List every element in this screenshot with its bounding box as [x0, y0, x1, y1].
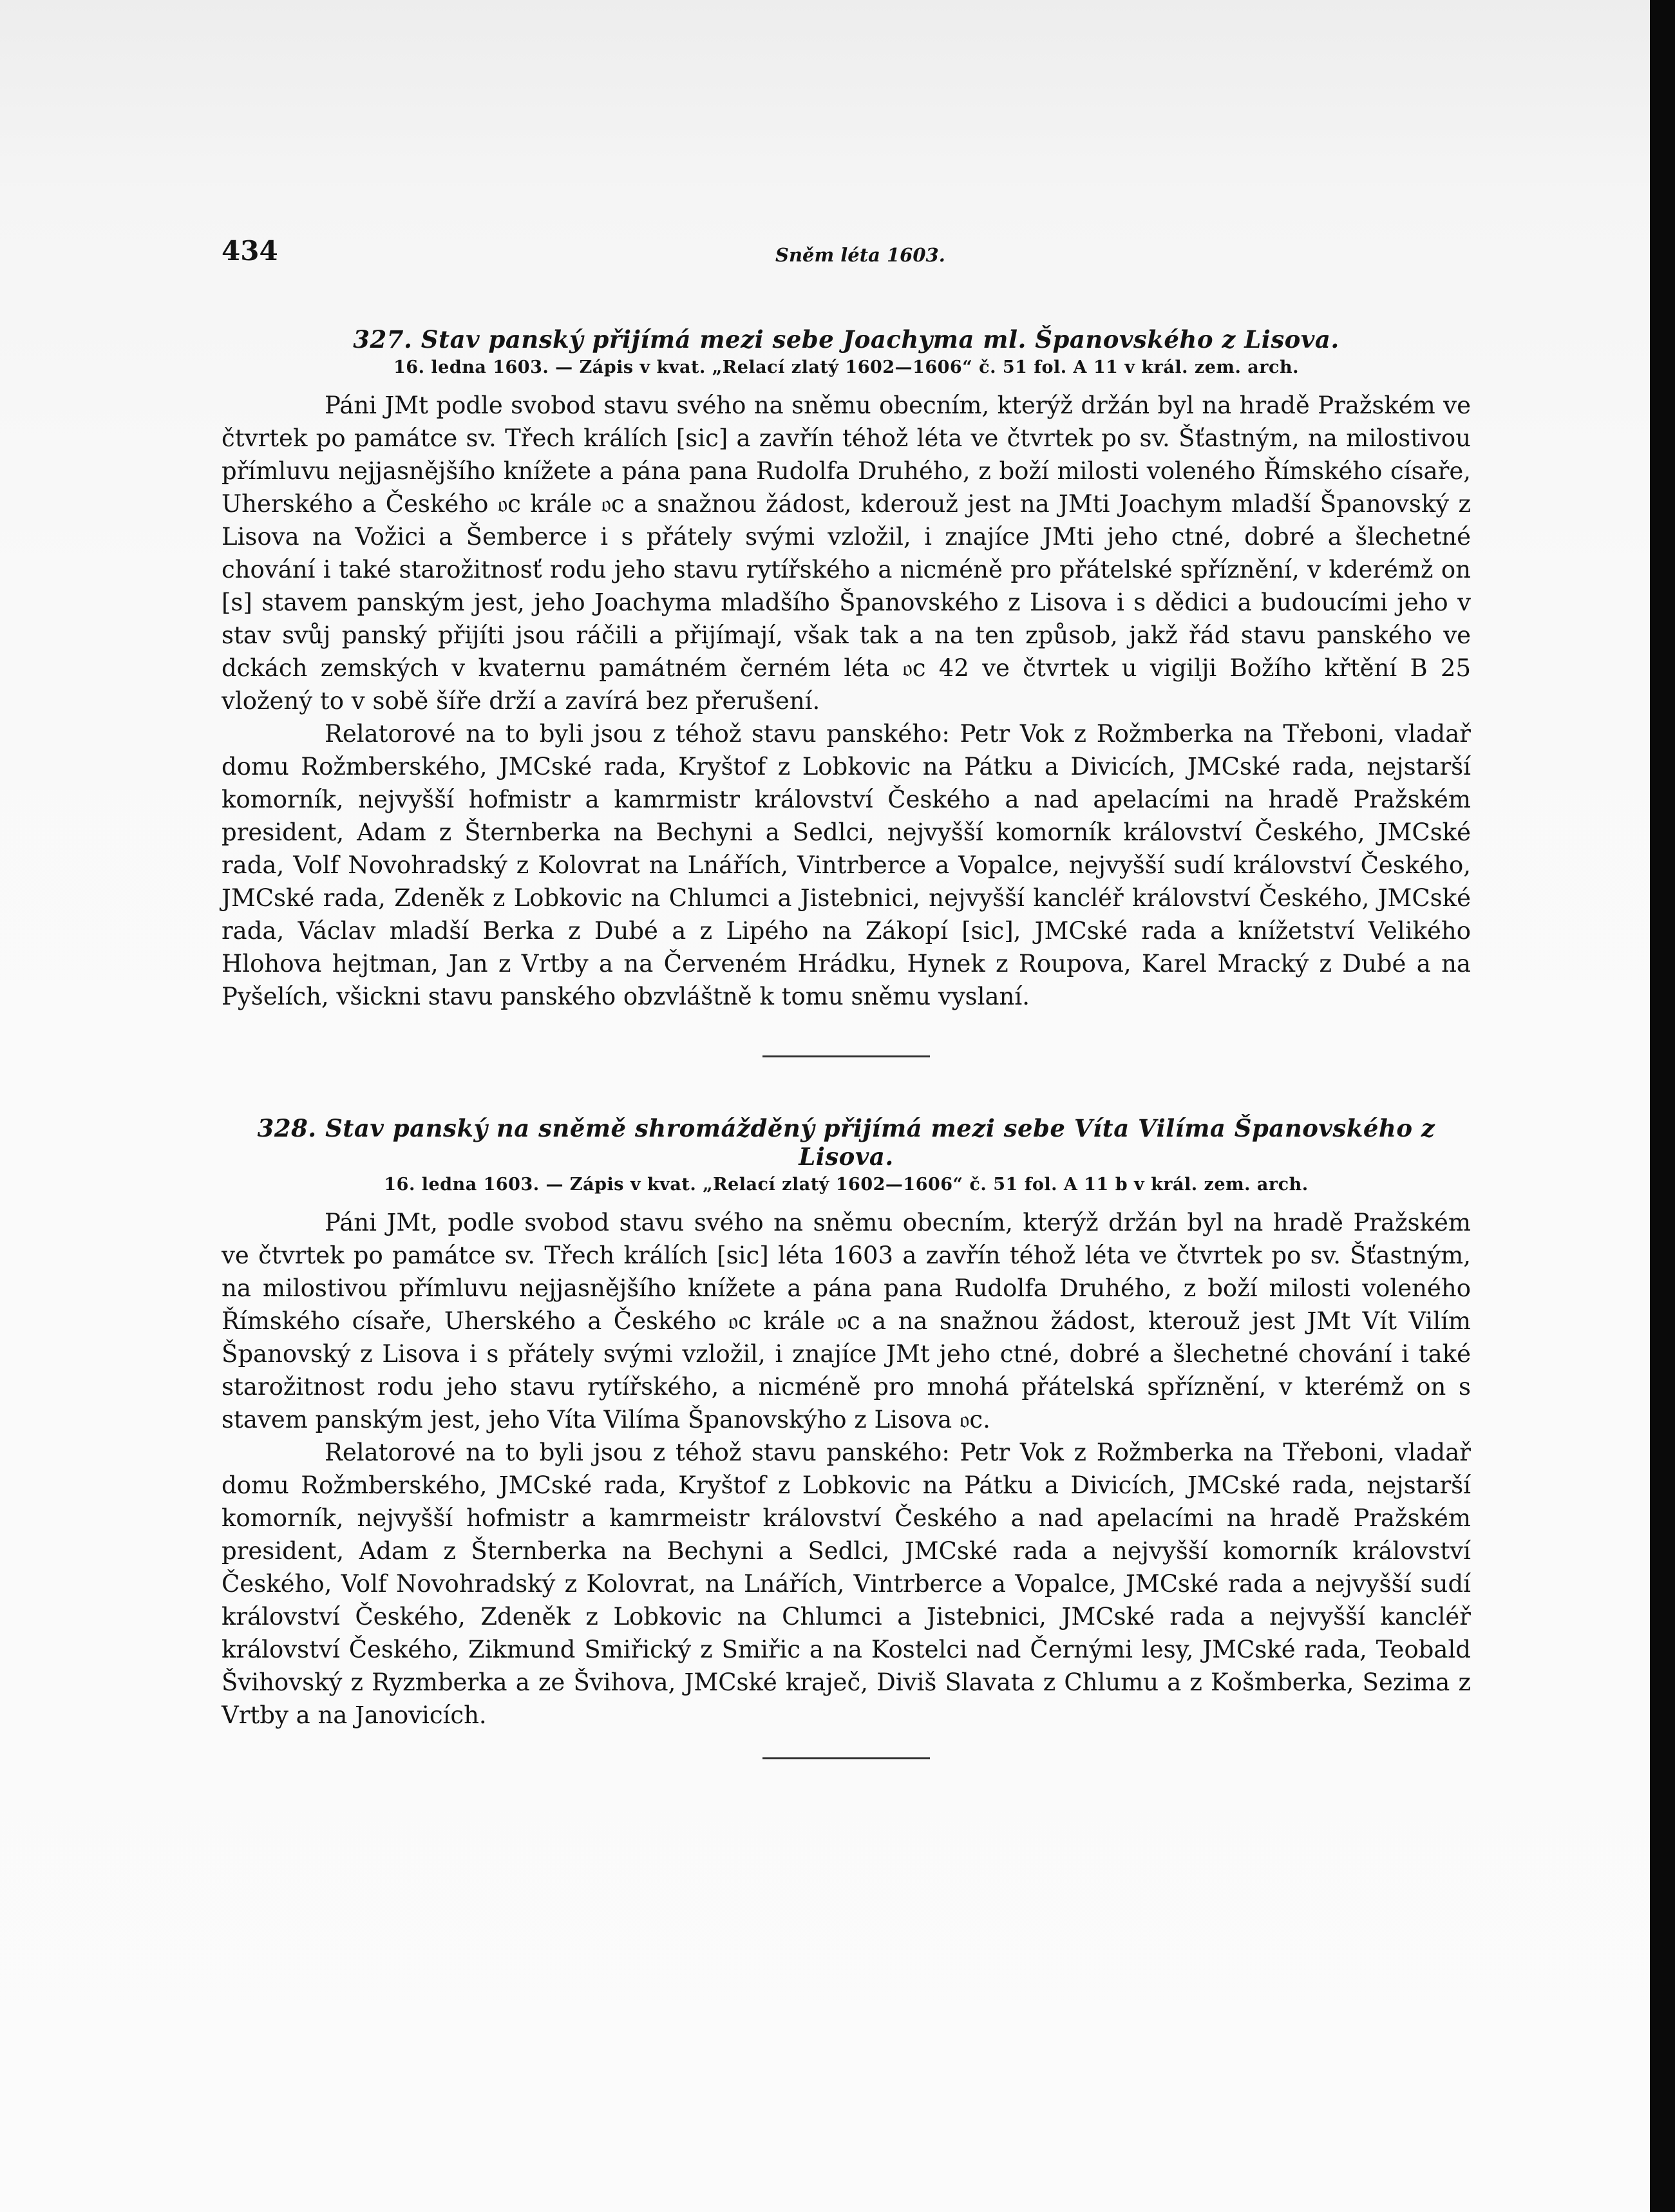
entry-source: 16. ledna 1603. — Zápis v kvat. „Relací zlatý 1602—1606“ č. 51 fol. A 11 b v král. zem. arch.: [384, 1175, 1309, 1195]
running-title: Sněm léta 1603.: [775, 244, 945, 266]
entry-source: 16. ledna 1603. — Zápis v kvat. „Relací zlatý 1602—1606“ č. 51 fol. A 11 v král. zem. arch.: [393, 357, 1299, 377]
scan-border: [1650, 0, 1675, 2212]
entry-327: [222, 325, 1471, 1013]
page-content: [222, 235, 1471, 1759]
running-head: [222, 235, 1471, 280]
entry-paragraph: Páni JMt podle svobod stavu svého na sněmu obecním, kterýž držán byl na hradě Pražském ve čtvrtek po památce sv. Třech králích [sic] a zavřín téhož léta ve čtvrtek po sv. Šťastným, na milostivou přímluvu nejjasnějšího knížete a pána pana Rudolfa Druhého, z boží milosti voleného Římského císaře, Uherského a Českého 𝔬c krále 𝔬c a snažnou žádost, kderouž jest na JMti Joachym mladší Španovský z Lisova na Vožici a Šemberce i s přátely svými vzložil, i znajíce JMti jeho ctné, dobré a šlechetné chování i také starožitnosť rodu jeho stavu rytířského a nicméně pro přátelské spříznění, v kderémž on [s] stavem panským jest, jeho Joachyma mladšího Španovského z Lisova i s dědici a budoucími jeho v stav svůj panský přijíti jsou ráčili a přijímají, však tak a na ten způsob, jakž řád stavu panského ve dckách zemských v kvaternu památném černém léta 𝔬c 42 ve čtvrtek u vigilji Božího křtění B 25 vložený to v sobě šíře drží a zavírá bez přerušení.: [222, 392, 1471, 715]
entry-paragraph: Páni JMt, podle svobod stavu svého na sněmu obecním, kterýž držán byl na hradě Pražském ve čtvrtek po památce sv. Třech králích [sic] léta 1603 a zavřín téhož léta ve čtvrtek po sv. Šťastným, na milostivou přímluvu nejjasnějšího knížete a pána pana Rudolfa Druhého, z boží milosti voleného Římského císaře, Uherského a Českého 𝔬c krále 𝔬c a na snažnou žádost, kterouž jest JMt Vít Vilím Španovský z Lisova i s přátely svými vzložil, i znajíce JMt jeho ctné, dobré a šlechetné chování i také starožitnost rodu jeho stavu rytířského, a nicméně pro mnohá přátelská spříznění, v kterémž on s stavem panským jest, jeho Víta Vilíma Španovskýho z Lisova 𝔬c.: [222, 1209, 1471, 1433]
end-divider: [762, 1757, 930, 1759]
section-divider: [762, 1055, 930, 1057]
entry-title: 327. Stav panský přijímá mezi sebe Joachyma ml. Španovského z Lisova.: [353, 325, 1339, 354]
entry-title: 328. Stav panský na sněmě shromážděný přijímá mezi sebe Víta Vilíma Španovského z Lisova.: [257, 1114, 1435, 1171]
entry-328: [222, 1114, 1471, 1732]
entry-paragraph: Relatorové na to byli jsou z téhož stavu panského: Petr Vok z Rožmberka na Třeboni, vladař domu Rožmberského, JMCské rada, Kryštof z Lobkovic na Pátku a Divicích, JMCské rada, nejstarší komorník, nejvyšší hofmistr a kamrmistr království Českého a nad apelacími na hradě Pražském president, Adam z Šternberka na Bechyni a Sedlci, nejvyšší komorník království Českého, JMCské rada, Volf Novohradský z Kolovrat na Lnářích, Vintrberce a Vopalce, nejvyšší sudí království Českého, JMCské rada, Zdeněk z Lobkovic na Chlumci a Jistebnici, nejvyšší kancléř království Českého, JMCské rada, Václav mladší Berka z Dubé a z Lipého na Zákopí [sic], JMCské rada a knížetství Velikého Hlohova hejtman, Jan z Vrtby a na Červeném Hrádku, Hynek z Roupova, Karel Mracký z Dubé a na Pyšelích, všickni stavu panského obzvláštně k tomu sněmu vyslaní.: [222, 720, 1471, 1010]
page-number: 434: [222, 235, 278, 267]
entry-paragraph: Relatorové na to byli jsou z téhož stavu panského: Petr Vok z Rožmberka na Třeboni, vladař domu Rožmberského, JMCské rada, Kryštof z Lobkovic na Pátku a Divicích, JMCské rada, nejstarší komorník, nejvyšší hofmistr a kamrmeistr království Českého a nad apelacími na hradě Pražském president, Adam z Šternberka na Bechyni a Sedlci, JMCské rada a nejvyšší komorník království Českého, Volf Novohradský z Kolovrat, na Lnářích, Vintrberce a Vopalce, JMCské rada a nejvyšší sudí království Českého, Zdeněk z Lobkovic na Chlumci a Jistebnici, JMCské rada a nejvyšší kancléř království Českého, Zikmund Smiřický z Smiřic a na Kostelci nad Černými lesy, JMCské rada, Teobald Švihovský z Ryzmberka a ze Švihova, JMCské kraječ, Diviš Slavata z Chlumu a z Košmberka, Sezima z Vrtby a na Janovicích.: [222, 1439, 1471, 1729]
